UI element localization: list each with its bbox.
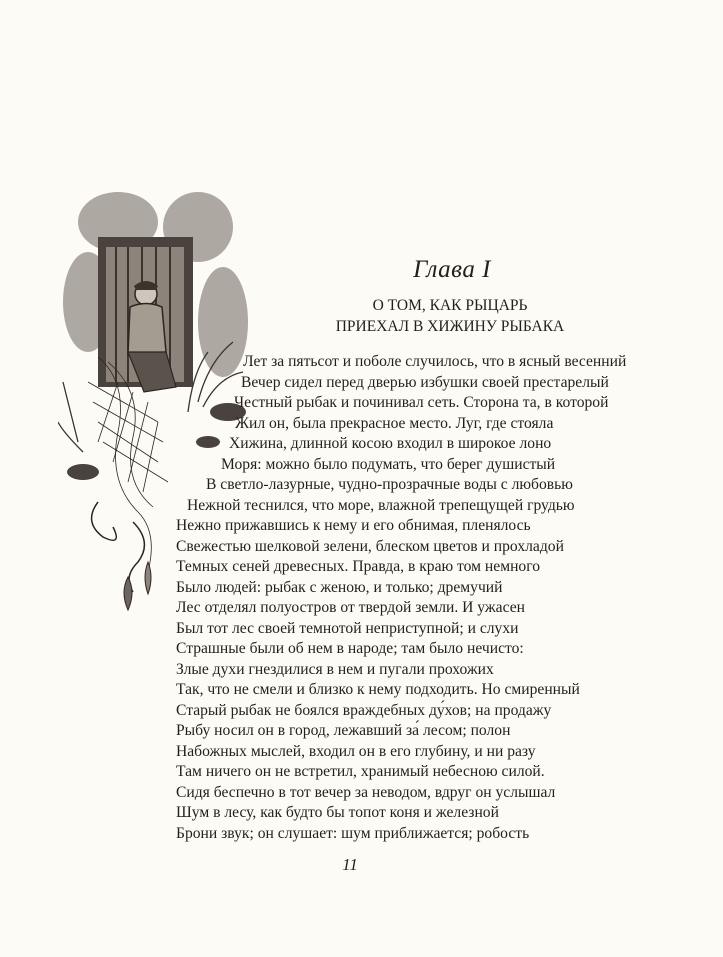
poem-line: Лет за пятьсот и поболе случилось, что в ясный весенний	[243, 353, 627, 370]
poem-line: Старый рыбак не боялся враждебных ду́хов; на продажу	[176, 701, 552, 719]
subtitle-line: ПРИЕХАЛ В ХИЖИНУ РЫБАКА	[335, 318, 565, 335]
poem-line: Страшные были об нем в народе; там было нечисто:	[176, 640, 524, 657]
poem-line: Брони звук; он слушает: шум приближается; робость	[176, 824, 530, 842]
poem-text	[0, 352, 723, 852]
poem-line: Набожных мыслей, входил он в его глубину, и ни разу	[176, 742, 536, 760]
poem-line: Лес отделял полуостров от твердой земли. И ужасен	[176, 599, 525, 616]
poem-line: Жил он, была прекрасное место. Луг, где стояла	[235, 414, 554, 432]
poem-line: Шум в лесу, как будто бы топот коня и железной	[176, 804, 499, 821]
poem-line: Нежной теснился, что море, влажной трепещущей грудью	[187, 496, 575, 514]
poem-line: Было людей: рыбак с женою, и только; дремучий	[176, 578, 503, 596]
poem-line: Злые духи гнездилися в нем и пугали прохожих	[176, 660, 494, 678]
poem-line: Свежестью шелковой зелени, блеском цветов и прохладой	[176, 537, 564, 555]
poem-line: Честный рыбак и починивал сеть. Сторона та, в которой	[234, 394, 609, 411]
poem-line: Был тот лес своей темнотой неприступной; и слухи	[176, 619, 519, 637]
poem-line: Рыбу носил он в город, лежавший за́ лесом; полон	[176, 722, 511, 739]
subtitle-line: О ТОМ, КАК РЫЦАРЬ	[372, 297, 528, 314]
poem-line: Там ничего он не встретил, хранимый небесною силой.	[176, 763, 545, 780]
page-number: 11	[342, 855, 358, 874]
poem-line: Вечер сидел перед дверью избушки своей престарелый	[241, 373, 609, 391]
poem-line: Сидя беспечно в тот вечер за неводом, вдруг он услышал	[176, 783, 556, 801]
chapter-title: Глава I	[413, 256, 491, 283]
poem-line: Так, что не смели и близко к нему подходить. Но смиренный	[176, 681, 580, 698]
poem-line: В светло-лазурные, чудно-прозрачные воды с любовью	[206, 476, 573, 493]
poem-line: Хижина, длинной косою входил в широкое лоно	[229, 435, 552, 452]
chapter-subtitle	[290, 295, 610, 337]
poem-line: Нежно прижавшись к нему и его обнимая, пленялось	[176, 517, 531, 534]
poem-line: Темных сеней древесных. Правда, в краю том немного	[176, 558, 541, 575]
poem-line: Моря: можно было подумать, что берег душистый	[221, 455, 556, 473]
